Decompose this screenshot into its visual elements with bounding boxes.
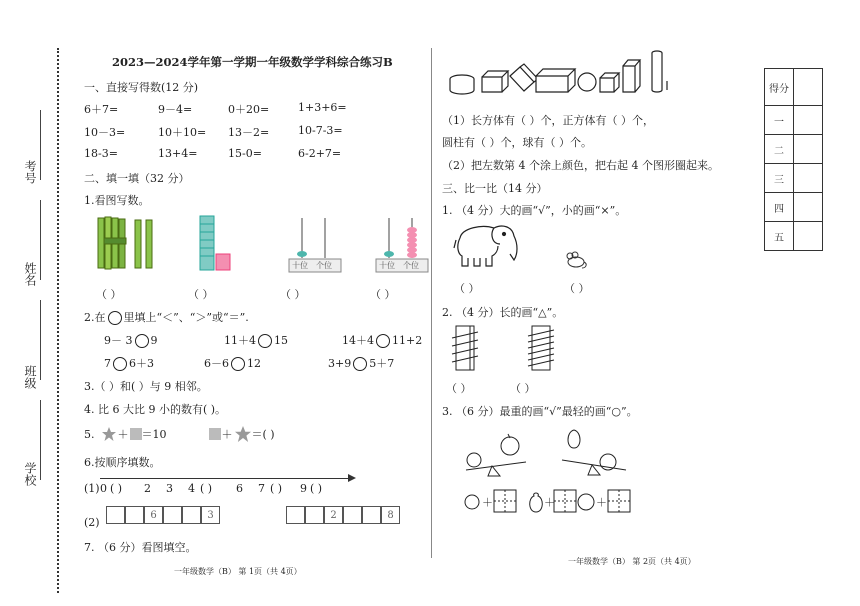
score-cell[interactable] <box>794 69 823 106</box>
number-line-blank[interactable]: ( ) <box>200 482 213 495</box>
star-icon <box>101 426 117 442</box>
sequence-cell[interactable] <box>163 506 182 524</box>
right-page-footer: 一年级数学（B） 第 2页（共 4页） <box>568 557 696 566</box>
section1-heading: 一、直接写得数(12 分) <box>84 81 199 94</box>
abacus-2-tens-label: 十位 <box>379 261 395 270</box>
compare-left: 7 <box>104 357 111 370</box>
mouse-image <box>564 250 588 270</box>
q6-1-label: (1) <box>84 482 100 495</box>
sequence-cell[interactable] <box>106 506 125 524</box>
sequence-cell[interactable] <box>305 506 324 524</box>
page-title: 2023—2024学年第一学期一年级数学学科综合练习B <box>112 55 393 69</box>
star-icon <box>234 425 252 443</box>
score-section-label: 二 <box>765 135 794 164</box>
sequence-cell[interactable]: 3 <box>201 506 220 524</box>
score-section-label: 三 <box>765 164 794 193</box>
svg-text:＋: ＋ <box>482 496 493 509</box>
section3-heading: 三、比一比（14 分） <box>442 182 548 195</box>
compare-circle[interactable] <box>113 357 127 371</box>
compare-q1-blank[interactable]: （ ） <box>564 282 590 295</box>
binding-dashed-line <box>57 48 59 593</box>
compare-q3-text: 3. （6 分）最重的画“√”最轻的画“○”。 <box>442 405 638 418</box>
abacus-2-ones-label: 个位 <box>403 261 419 270</box>
calc-item: 6-2+7= <box>298 147 342 160</box>
plus-sign: ＋ <box>221 428 233 441</box>
compare-circle[interactable] <box>353 357 367 371</box>
q2-instruction <box>84 309 249 325</box>
compare-left: 3+9 <box>328 357 352 370</box>
sequence-cell[interactable]: 8 <box>381 506 400 524</box>
compare-right: 11+2 <box>392 334 423 347</box>
q2-prefix: 2.在 <box>84 311 106 324</box>
elephant-image <box>452 220 524 270</box>
spring-rods-image <box>448 322 568 374</box>
number-line-value: 6 <box>236 482 243 495</box>
sequence-cell[interactable] <box>343 506 362 524</box>
q7-2-text: （2）把左数第 4 个涂上颜色，把右起 4 个图形圈起来。 <box>442 159 719 172</box>
number-line-value: 7 <box>258 482 265 495</box>
compare-q2-text: 2. （4 分）长的画“△”。 <box>442 306 564 319</box>
q7-1-line2: 圆柱有（ ）个，球有（ ）个。 <box>442 136 592 149</box>
calc-item: 0＋20= <box>228 103 270 116</box>
sequence-cell[interactable] <box>125 506 144 524</box>
calc-item: 6＋7= <box>84 103 119 116</box>
score-label: 得分 <box>765 69 794 106</box>
q5-equation-2: ＝( ) <box>251 428 275 441</box>
number-line-axis <box>100 478 350 479</box>
number-line-value: 0 <box>100 482 107 495</box>
q7-text: 7. （6 分）看图填空。 <box>84 541 197 554</box>
compare-circle[interactable] <box>135 334 149 348</box>
number-line-arrow <box>348 474 356 482</box>
compare-right: 12 <box>247 357 261 370</box>
q7-1-line1: （1）长方体有（ ）个，正方体有（ ）个， <box>442 114 654 127</box>
sequence-cells-right <box>286 506 400 524</box>
side-class-line <box>40 300 41 380</box>
side-class-label: 班级 <box>23 365 37 389</box>
number-line-blank[interactable]: ( ) <box>310 482 323 495</box>
q6-2-label: (2) <box>84 516 100 529</box>
sequence-cells-left <box>106 506 220 524</box>
calc-item: 10－3= <box>84 126 126 139</box>
compare-row <box>104 355 394 371</box>
compare-left: 9－ 3 <box>104 334 133 347</box>
sequence-cell[interactable] <box>362 506 381 524</box>
side-name-label: 姓名 <box>23 262 37 286</box>
number-line-blank[interactable]: ( ) <box>270 482 283 495</box>
compare-q2-blank[interactable]: （ ） <box>446 382 472 395</box>
score-table <box>764 68 823 251</box>
calc-item: 13－2= <box>228 126 270 139</box>
q1-answer-blank[interactable]: （ ） <box>188 288 214 301</box>
score-section-label: 一 <box>765 106 794 135</box>
q3-text: 3.（ ）和( ）与 9 相邻。 <box>84 380 208 393</box>
plus-sign: ＋ <box>117 428 129 441</box>
svg-text:＋: ＋ <box>596 496 607 509</box>
score-cell[interactable] <box>794 135 823 164</box>
compare-q2-blank[interactable]: （ ） <box>510 382 536 395</box>
compare-right: 9 <box>150 334 158 347</box>
q1-label: 1.看图写数。 <box>84 194 150 207</box>
score-cell[interactable] <box>794 106 823 135</box>
svg-text:＋: ＋ <box>544 496 555 509</box>
score-section-label: 五 <box>765 222 794 251</box>
side-school-label: 学校 <box>23 462 37 486</box>
calc-item: 18-3= <box>84 147 118 160</box>
score-section-label: 四 <box>765 193 794 222</box>
q6-text: 6.按顺序填数。 <box>84 456 161 469</box>
score-cell[interactable] <box>794 222 823 251</box>
compare-circle[interactable] <box>258 334 272 348</box>
q1-answer-blank[interactable]: （ ） <box>280 288 306 301</box>
q1-answer-blank[interactable]: （ ） <box>370 288 396 301</box>
compare-q1-text: 1. （4 分）大的画“√”，小的画“×”。 <box>442 204 627 217</box>
calc-item: 13+4= <box>158 147 198 160</box>
side-exam-no-label: 考号 <box>23 160 37 184</box>
score-cell[interactable] <box>794 193 823 222</box>
side-exam-no-line <box>40 110 41 180</box>
calc-item: 10-7-3= <box>298 124 343 137</box>
calc-item: 10＋10= <box>158 126 207 139</box>
q5-number: 5. <box>84 427 95 441</box>
abacus-1-ones-label: 个位 <box>316 261 332 270</box>
compare-right: 15 <box>274 334 288 347</box>
compare-left: 6－6 <box>204 357 229 370</box>
side-school-line <box>40 400 41 480</box>
stick-bundle-image <box>92 214 162 272</box>
sequence-cell[interactable]: 6 <box>144 506 163 524</box>
calc-item: 15-0= <box>228 147 262 160</box>
number-line-value: 4 <box>188 482 195 495</box>
number-line-value: 9 <box>300 482 307 495</box>
left-page-footer: 一年级数学（B） 第 1页（共 4页） <box>174 567 302 576</box>
abacus-1-tens-label: 十位 <box>292 261 308 270</box>
compare-circle[interactable] <box>231 357 245 371</box>
sequence-cell[interactable] <box>286 506 305 524</box>
number-line-blank[interactable]: ( ) <box>110 482 123 495</box>
side-name-line <box>40 200 41 280</box>
compare-left: 11＋4 <box>224 334 256 347</box>
sequence-cell[interactable]: 2 <box>324 506 343 524</box>
compare-circle[interactable] <box>376 334 390 348</box>
number-line-value: 2 <box>144 482 151 495</box>
circle-icon <box>108 311 122 325</box>
section2-heading: 二、填一填（32 分） <box>84 172 190 185</box>
q5-row <box>84 425 275 443</box>
solid-shapes-image <box>448 48 670 96</box>
q5-equation-1: ＝10 <box>141 428 167 441</box>
calc-item: 1+3+6= <box>298 101 347 114</box>
number-line-values <box>100 482 322 495</box>
compare-right: 6＋3 <box>129 357 154 370</box>
calc-item: 9－4= <box>158 103 193 116</box>
compare-right: 5＋7 <box>369 357 395 370</box>
q2-suffix: 里填上“＜”、“＞”或“＝”. <box>123 311 249 324</box>
number-line-value: 3 <box>166 482 173 495</box>
page-divider <box>431 48 432 558</box>
square-icon <box>209 428 221 440</box>
balance-scales-image <box>462 420 634 520</box>
score-cell[interactable] <box>794 164 823 193</box>
sequence-cell[interactable] <box>182 506 201 524</box>
compare-left: 14＋4 <box>342 334 374 347</box>
compare-row <box>104 332 422 348</box>
q4-text: 4. 比 6 大比 9 小的数有( )。 <box>84 403 227 416</box>
compare-q1-blank[interactable]: （ ） <box>454 282 480 295</box>
cube-block-image <box>196 214 241 272</box>
q1-answer-blank[interactable]: （ ） <box>96 288 122 301</box>
square-icon <box>130 428 142 440</box>
